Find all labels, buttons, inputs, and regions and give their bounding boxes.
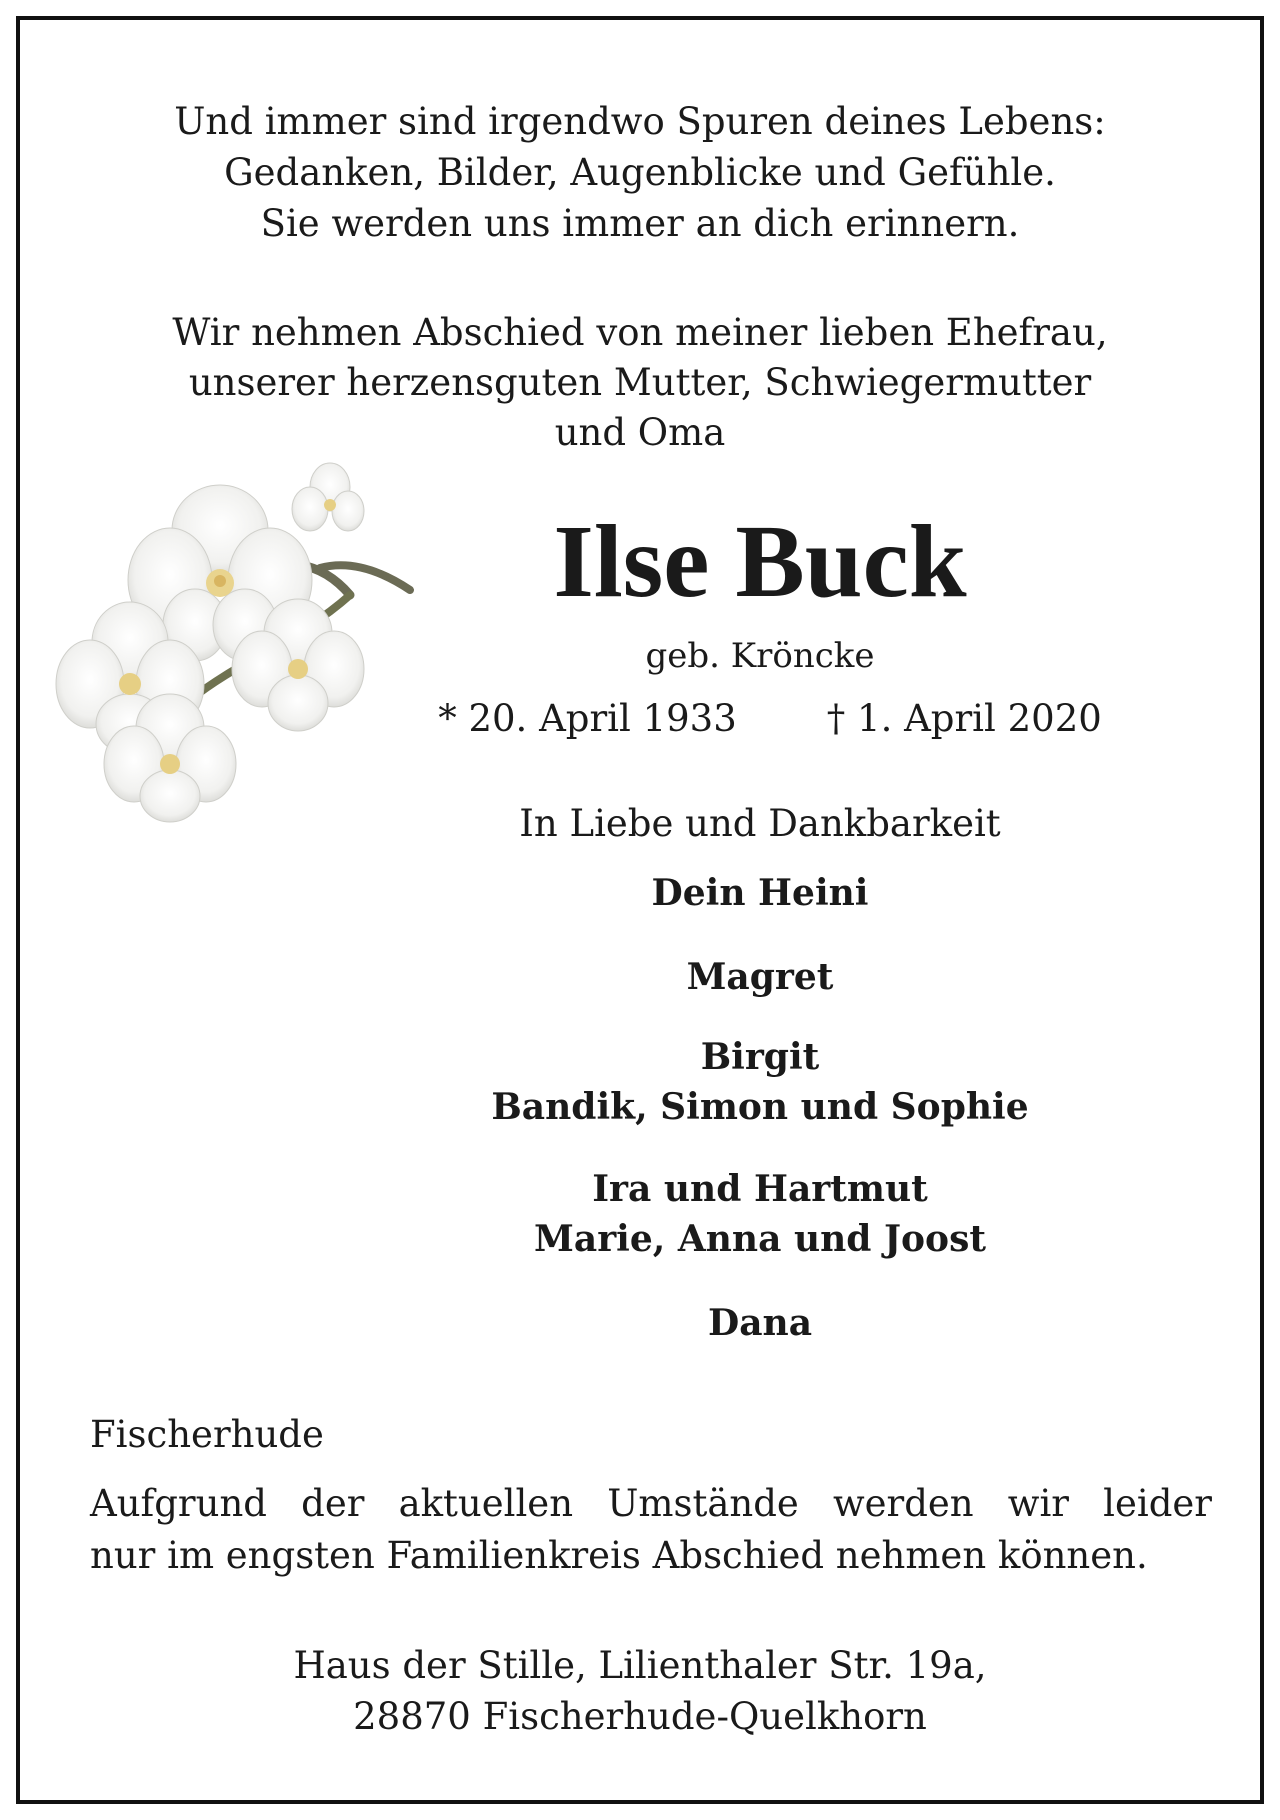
quote-line: Gedanken, Bilder, Augenblicke und Gefühle.	[224, 151, 1056, 194]
quote-line: Sie werden uns immer an dich erinnern.	[260, 202, 1020, 245]
obituary-frame	[16, 16, 1264, 1804]
mourner-name: Ira und Hartmut	[592, 1168, 928, 1210]
mourner-group	[340, 1032, 1180, 1132]
mourner-name: Dein Heini	[651, 872, 869, 914]
mourner-group	[340, 952, 1180, 1002]
birth-name: geb. Kröncke	[645, 636, 875, 676]
deceased-name: Ilse Buck	[553, 504, 967, 619]
farewell-intro	[20, 308, 1260, 458]
notice-line: nur im engsten Familienkreis Abschied nehmen können.	[90, 1534, 1148, 1577]
mourner-name: Bandik, Simon und Sophie	[491, 1086, 1029, 1128]
memorial-quote	[20, 96, 1260, 249]
birth-date: * 20. April 1933	[438, 697, 737, 740]
place-name: Fischerhude	[90, 1413, 324, 1456]
intro-line: Wir nehmen Abschied von meiner lieben Ehefrau,	[172, 311, 1108, 354]
quote-line: Und immer sind irgendwo Spuren deines Lebens:	[174, 100, 1106, 143]
mourner-name: Birgit	[700, 1036, 820, 1078]
mourner-name: Magret	[686, 956, 834, 998]
funeral-notice	[90, 1478, 1212, 1582]
life-dates	[400, 695, 1140, 743]
intro-line: und Oma	[554, 411, 726, 454]
mourner-group	[340, 868, 1180, 918]
address-line: 28870 Fischerhude-Quelkhorn	[353, 1695, 927, 1738]
venue-address	[20, 1640, 1260, 1742]
mourner-group	[340, 1298, 1180, 1348]
mourner-name: Marie, Anna und Joost	[534, 1218, 986, 1260]
thanks-line: In Liebe und Dankbarkeit	[519, 802, 1001, 845]
mourner-group	[340, 1164, 1180, 1264]
intro-line: unserer herzensguten Mutter, Schwiegermutter	[188, 361, 1092, 404]
notice-line: Aufgrund der aktuellen Umstände werden wir leider	[90, 1482, 1212, 1525]
address-line: Haus der Stille, Lilienthaler Str. 19a,	[293, 1644, 987, 1687]
mourner-name: Dana	[707, 1302, 813, 1344]
death-date: † 1. April 2020	[826, 697, 1102, 740]
